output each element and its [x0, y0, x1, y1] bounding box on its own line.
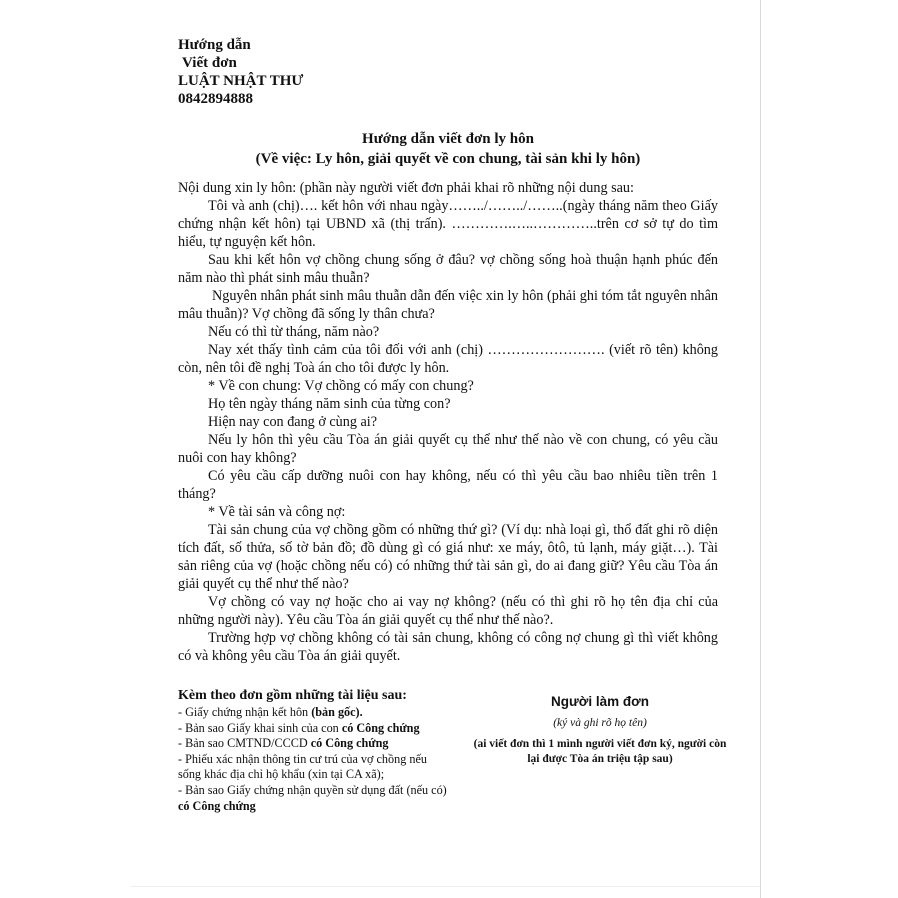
body-paragraph: Nếu ly hôn thì yêu cầu Tòa án giải quyết cụ thể như thế nào về con chung, có yêu cầu nuôi con hay không? — [178, 432, 718, 466]
attachment-item-note: có Công chứng — [178, 798, 256, 813]
attachment-item-note: (bản gốc). — [311, 705, 363, 719]
body-paragraph: Trường hợp vợ chồng không có tài sản chung, không có công nợ chung gì thì viết không có và không yêu cầu Tòa án giải quyết. — [178, 630, 718, 664]
attachment-item-text: - Bản sao CMTND/CCCD — [178, 736, 311, 751]
signature-block — [470, 693, 730, 767]
attachment-item — [178, 721, 453, 737]
attachment-item-text: - Bản sao Giấy chứng nhận quyền sử dụng đất (nếu có) — [178, 782, 447, 797]
body-intro: Nội dung xin ly hôn: (phần này người viết đơn phải khai rõ những nội dung sau: — [178, 180, 634, 196]
attachment-item-text: - Bản sao Giấy khai sinh của con — [178, 720, 342, 735]
signer-instruction: (ai viết đơn thì 1 mình người viết đơn ký, người còn lại được Tòa án triệu tập sau) — [473, 738, 727, 765]
body-paragraph: Tôi và anh (chị)…. kết hôn với nhau ngày……../……../……..(ngày tháng năm theo Giấy chứng nhận kết hôn) tại UBND xã (thị trấn). ………….…..…………..trên cơ sở tự do tìm hiểu, tự nguyện kết hôn. — [178, 198, 718, 250]
body-paragraph: * Về con chung: Vợ chồng có mấy con chung? — [208, 378, 474, 394]
body-paragraph: Vợ chồng có vay nợ hoặc cho ai vay nợ không? (nếu có thì ghi rõ họ tên địa chỉ của những người này). Yêu cầu Tòa án giải quyết cụ thể như thế nào?. — [178, 594, 718, 628]
title-main: Hướng dẫn viết đơn ly hôn — [362, 131, 534, 147]
attachments-list — [178, 687, 453, 814]
attachment-item-text: - Phiếu xác nhận thông tin cư trú của vợ chồng nếu sống khác địa chỉ hộ khẩu (xin tại CA xã); — [178, 751, 427, 782]
header-line-guide: Hướng dẫn — [178, 37, 251, 53]
attachment-item — [178, 736, 453, 752]
attachment-item-text: - Giấy chứng nhận kết hôn — [178, 705, 312, 719]
body-paragraph: Họ tên ngày tháng năm sinh của từng con? — [208, 396, 451, 412]
document-title — [178, 129, 718, 169]
signer-title: Người làm đơn — [551, 694, 649, 709]
body-paragraph: Tài sản chung của vợ chồng gồm có những thứ gì? (Ví dụ: nhà loại gì, thổ đất ghi rõ diện tích đất, số thửa, số tờ bản đồ; đồ dùng gì có giá như: xe máy, ôtô, tủ lạnh, máy giặt…). Tài sản riêng của vợ (hoặc chồng nếu có) có những thứ tài sản gì, do ai đang giữ? Yêu cầu Tòa án giải quyết cụ thể như thế nào? — [178, 522, 718, 592]
attachment-item — [178, 705, 453, 721]
body-paragraph: Nếu có thì từ tháng, năm nào? — [208, 324, 380, 340]
page-edge — [760, 0, 761, 898]
body-paragraph: Nguyên nhân phát sinh mâu thuẫn dẫn đến việc xin ly hôn (phải ghi tóm tắt nguyên nhân mâu thuẫn)? Vợ chồng đã sống ly thân chưa? — [178, 288, 718, 322]
header-phone: 0842894888 — [178, 91, 253, 107]
page-bottom-edge — [130, 886, 760, 887]
body-paragraph: * Về tài sản và công nợ: — [208, 504, 346, 520]
attachment-item-note: có Công chứng — [341, 720, 420, 735]
title-sub: (Về việc: Ly hôn, giải quyết về con chung, tài sản khi ly hôn) — [255, 151, 641, 167]
body-paragraph: Sau khi kết hôn vợ chồng chung sống ở đâu? vợ chồng sống hoà thuận hạnh phúc đến năm nào thì phát sinh mâu thuẫn? — [178, 252, 718, 286]
document-header — [178, 36, 303, 108]
signer-note: (ký và ghi rõ họ tên) — [553, 717, 647, 729]
header-firm-name: LUẬT NHẬT THƯ — [178, 73, 304, 89]
attachment-item-note: có Công chứng — [310, 736, 389, 751]
attachment-item — [178, 783, 453, 814]
document-body — [178, 179, 718, 665]
body-paragraph: Hiện nay con đang ở cùng ai? — [208, 414, 378, 430]
body-paragraph: Có yêu cầu cấp dưỡng nuôi con hay không, nếu có thì yêu cầu bao nhiêu tiền trên 1 tháng? — [178, 468, 718, 502]
attachments-title: Kèm theo đơn gồm những tài liệu sau: — [178, 688, 407, 703]
attachment-item — [178, 752, 453, 783]
header-line-write: Viết đơn — [182, 55, 237, 71]
body-paragraph: Nay xét thấy tình cảm của tôi đối với anh (chị) ……………………. (viết rõ tên) không còn, nên tôi đề nghị Toà án cho tôi được ly hôn. — [178, 342, 718, 376]
